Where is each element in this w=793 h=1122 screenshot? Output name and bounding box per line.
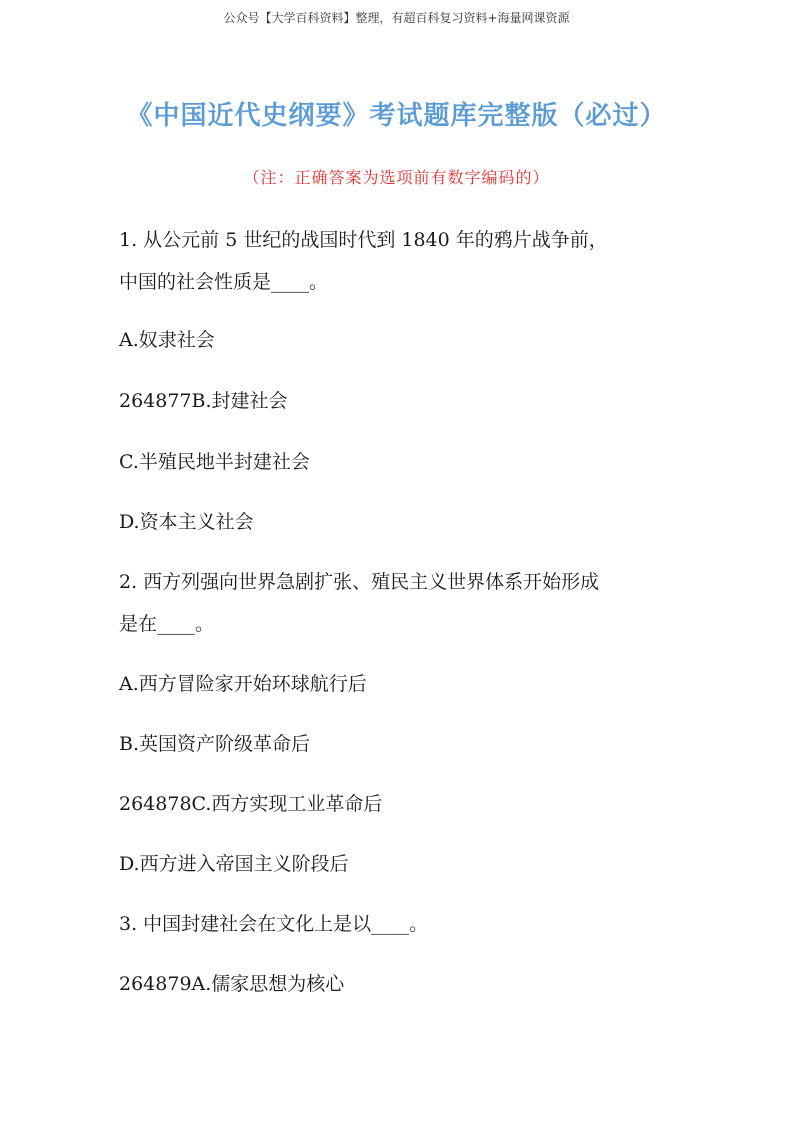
question-2-option-a: A.西方冒险家开始环球航行后 xyxy=(119,673,367,695)
header-note: 公众号【大学百科资料】整理，有超百科复习资料+海量网课资源 xyxy=(223,11,570,25)
question-3-stem-line-1: 3. 中国封建社会在文化上是以____。 xyxy=(119,913,429,935)
question-1-option-a: A.奴隶社会 xyxy=(119,329,215,351)
question-1-option-c: C.半殖民地半封建社会 xyxy=(119,451,310,473)
question-2-option-c: 264878C.西方实现工业革命后 xyxy=(119,793,383,815)
question-1-stem-line-2: 中国的社会性质是____。 xyxy=(119,271,329,293)
question-1-stem-line-1: 1. 从公元前 5 世纪的战国时代到 1840 年的鸦片战争前， xyxy=(119,229,608,251)
document-subtitle: （注：正确答案为选项前有数字编码的） xyxy=(243,168,550,187)
question-2-stem-line-1: 2. 西方列强向世界急剧扩张、殖民主义世界体系开始形成 xyxy=(119,571,600,593)
question-2-stem-line-2: 是在____。 xyxy=(119,613,215,635)
question-3-option-a: 264879A.儒家思想为核心 xyxy=(119,973,345,995)
question-1-option-b: 264877B.封建社会 xyxy=(119,390,288,412)
question-1-option-d: D.资本主义社会 xyxy=(119,511,254,533)
question-2-option-d: D.西方进入帝国主义阶段后 xyxy=(119,853,349,875)
document-title: 《中国近代史纲要》考试题库完整版（必过） xyxy=(126,101,667,131)
question-2-option-b: B.英国资产阶级革命后 xyxy=(119,733,311,755)
